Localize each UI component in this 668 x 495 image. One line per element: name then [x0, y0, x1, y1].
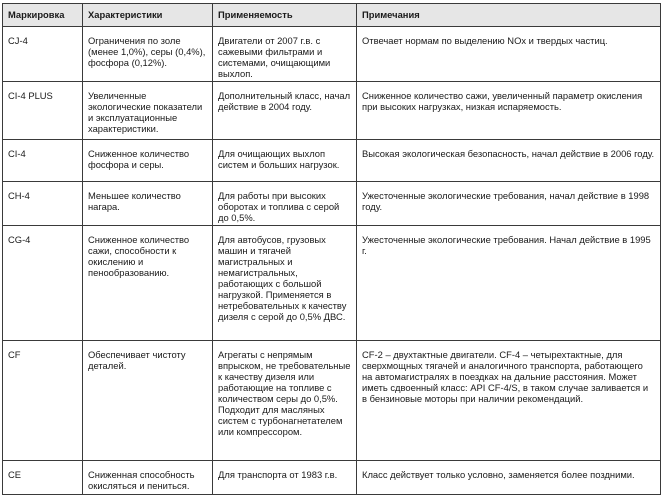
cell-characteristics: Сниженное количество сажи, способности к окислению и пенообразованию. — [83, 226, 213, 341]
cell-characteristics: Обеспечивает чистоту деталей. — [83, 341, 213, 461]
table-row — [3, 341, 661, 461]
cell-marking: CE — [3, 461, 83, 495]
cell-applicability: Двигатели от 2007 г.в. с сажевыми фильтрами и системами, очищающими выхлоп. — [213, 27, 357, 82]
table-row — [3, 461, 661, 495]
table-header-row — [3, 4, 661, 27]
cell-applicability: Агрегаты с непрямым впрыском, не требовательные к качеству дизеля или работающие на топливе с количеством серы до 0,5%. Подходит для масляных систем с турбонагнетателем или компрессором. — [213, 341, 357, 461]
cell-applicability: Для автобусов, грузовых машин и тягачей магистральных и немагистральных, работающих с большой нагрузкой. Применяется в нетребовательных к качеству дизеля с серой до 0,5% ДВС. — [213, 226, 357, 341]
cell-characteristics: Увеличенные экологические показатели и эксплуатационные характеристики. — [83, 82, 213, 140]
cell-applicability: Дополнительный класс, начал действие в 2004 году. — [213, 82, 357, 140]
header-characteristics: Характеристики — [83, 4, 213, 27]
cell-notes: Отвечает нормам по выделению NOx и твердых частиц. — [357, 27, 661, 82]
oil-classification-table — [2, 3, 661, 495]
cell-characteristics: Меньшее количество нагара. — [83, 182, 213, 226]
cell-characteristics: Ограничения по золе (менее 1,0%), серы (0,4%), фосфора (0,12%). — [83, 27, 213, 82]
cell-notes: Ужесточенные экологические требования, начал действие в 1998 году. — [357, 182, 661, 226]
cell-notes: Сниженное количество сажи, увеличенный параметр окисления при высоких нагрузках, низкая испаряемость. — [357, 82, 661, 140]
table-row — [3, 182, 661, 226]
cell-notes: Высокая экологическая безопасность, начал действие в 2006 году. — [357, 140, 661, 182]
cell-marking: CI-4 — [3, 140, 83, 182]
cell-notes: Класс действует только условно, заменяется более поздними. — [357, 461, 661, 495]
cell-characteristics: Сниженное количество фосфора и серы. — [83, 140, 213, 182]
table-row — [3, 82, 661, 140]
cell-applicability: Для работы при высоких оборотах и топлива с серой до 0,5%. — [213, 182, 357, 226]
cell-marking: CI-4 PLUS — [3, 82, 83, 140]
cell-notes: Ужесточенные экологические требования. Начал действие в 1995 г. — [357, 226, 661, 341]
cell-marking: CG-4 — [3, 226, 83, 341]
cell-applicability: Для транспорта от 1983 г.в. — [213, 461, 357, 495]
cell-marking: CH-4 — [3, 182, 83, 226]
cell-notes: CF-2 – двухтактные двигатели. CF-4 – четырехтактные, для сверхмощных тягачей и аналогичного транспорта, работающего на автомагистралях в поездках на дальние расстояния. Может иметь сдвоенный класс: API CF-4/S, в таком случае заливается и в бензиновые моторы при наличии рекомендаций. — [357, 341, 661, 461]
header-applicability: Применяемость — [213, 4, 357, 27]
table-row — [3, 27, 661, 82]
header-marking: Маркировка — [3, 4, 83, 27]
cell-characteristics: Сниженная способность окисляться и пениться. — [83, 461, 213, 495]
cell-marking: CJ-4 — [3, 27, 83, 82]
cell-marking: CF — [3, 341, 83, 461]
table-row — [3, 226, 661, 341]
cell-applicability: Для очищающих выхлоп систем и больших нагрузок. — [213, 140, 357, 182]
header-notes: Примечания — [357, 4, 661, 27]
table-row — [3, 140, 661, 182]
